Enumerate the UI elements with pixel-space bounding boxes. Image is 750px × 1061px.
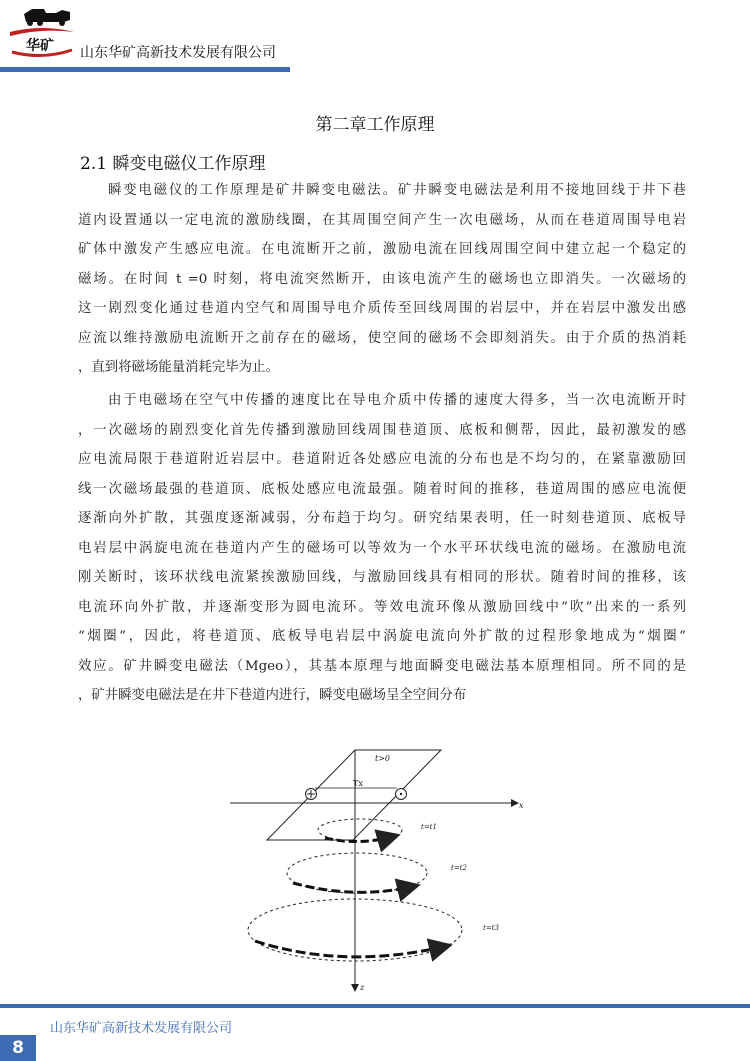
text-line: 道内设置通以一定电流的激励线圈，在其周围空间产生一次电磁场，从而在巷道周围导电岩 (78, 212, 686, 228)
text-line: 磁场。在时间 t =0 时刻，将电流突然断开，由该电流产生的磁场也立即消失。一次磁场的 (78, 271, 686, 287)
company-logo (6, 6, 78, 62)
t0-label: t>0 (375, 754, 391, 763)
text-line: 由于电磁场在空气中传播的速度比在导电介质中传播的速度大得多，当一次电流断开时 (108, 393, 686, 408)
text-line: 线一次磁场最强的巷道顶、底板处感应电流最强。随着时间的推移，巷道周围的感应电流便 (78, 481, 686, 497)
text-line: 这一剧烈变化通过巷道内空气和周围导电介质传至回线周围的岩层中，并在岩层中激发出感 (78, 301, 686, 316)
tx-label: Tx (353, 779, 363, 788)
text-line: ，一次磁场的剧烈变化首先传播到激励回线周围巷道顶、底板和侧帮，因此，最初激发的感 (78, 422, 686, 438)
footer-rule (0, 1004, 750, 1008)
text-line: 刚关断时，该环状线电流紧挨激励回线，与激励回线具有相同的形状。随着时间的推移，该 (78, 570, 686, 585)
text-line: ，矿井瞬变电磁法是在井下巷道内进行，瞬变电磁场呈全空间分布 (78, 688, 467, 703)
transmitter-loop-plane (267, 750, 441, 840)
chapter-title: 第二章工作原理 (315, 115, 435, 135)
text-line: 瞬变电磁仪的工作原理是矿井瞬变电磁法。矿井瞬变电磁法是利用不接地回线于井下巷 (108, 183, 686, 198)
text-line: 应电流局限于巷道附近岩层中。巷道附近各处感应电流的分布也是不均匀的，在紧靠激励回 (78, 452, 686, 467)
t3-label: t=t3 (483, 924, 499, 932)
smoke-ring-diagram (225, 728, 525, 996)
page-header (0, 0, 750, 75)
text-line: 效应。矿井瞬变电磁法（Mgeo），其基本原理与地面瞬变电磁法基本原理相同。所不同的是 (78, 658, 686, 674)
section-title: 2.1 瞬变电磁仪工作原理 (80, 154, 266, 174)
text-line: 电流环向外扩散，并逐渐变形为圆电流环。等效电流环像从激励回线中“吹”出来的一系列 (78, 599, 686, 615)
text-line: 应流以维持激励电流断开之前存在的磁场，使空间的磁场不会即刻消失。由于介质的热消耗 (78, 330, 686, 346)
t2-label: t=t2 (451, 864, 467, 872)
header-company-name: 山东华矿高新技术发展有限公司 (80, 45, 276, 61)
text-line: “烟圈”，因此，将巷道顶、底板导电岩层中涡旋电流向外扩散的过程形象地成为“烟圈” (78, 629, 686, 644)
header-rule (0, 67, 290, 72)
text-line: 逐渐向外扩散，其强度逐渐减弱，分布趋于均匀。研究结果表明，任一时刻巷道顶、底板导 (78, 511, 686, 526)
text-line: 电岩层中涡旋电流在巷道内产生的磁场可以等效为一个水平环状线电流的磁场。在激励电流 (78, 540, 686, 556)
z-axis-label: z (360, 983, 365, 992)
footer-company-name: 山东华矿高新技术发展有限公司 (50, 1021, 233, 1036)
paragraph-1 (78, 176, 686, 383)
logo-text: 华矿 (26, 38, 54, 54)
x-axis-label: x (519, 801, 524, 810)
paragraph-2 (78, 386, 686, 711)
page-number: 8 (0, 1035, 36, 1061)
t1-label: t=t1 (421, 823, 437, 831)
text-line: 矿体中激发产生感应电流。在电流断开之前，激励电流在回线周围空间中建立起一个稳定的 (78, 242, 686, 257)
text-line: ，直到将磁场能量消耗完毕为止。 (78, 360, 279, 375)
